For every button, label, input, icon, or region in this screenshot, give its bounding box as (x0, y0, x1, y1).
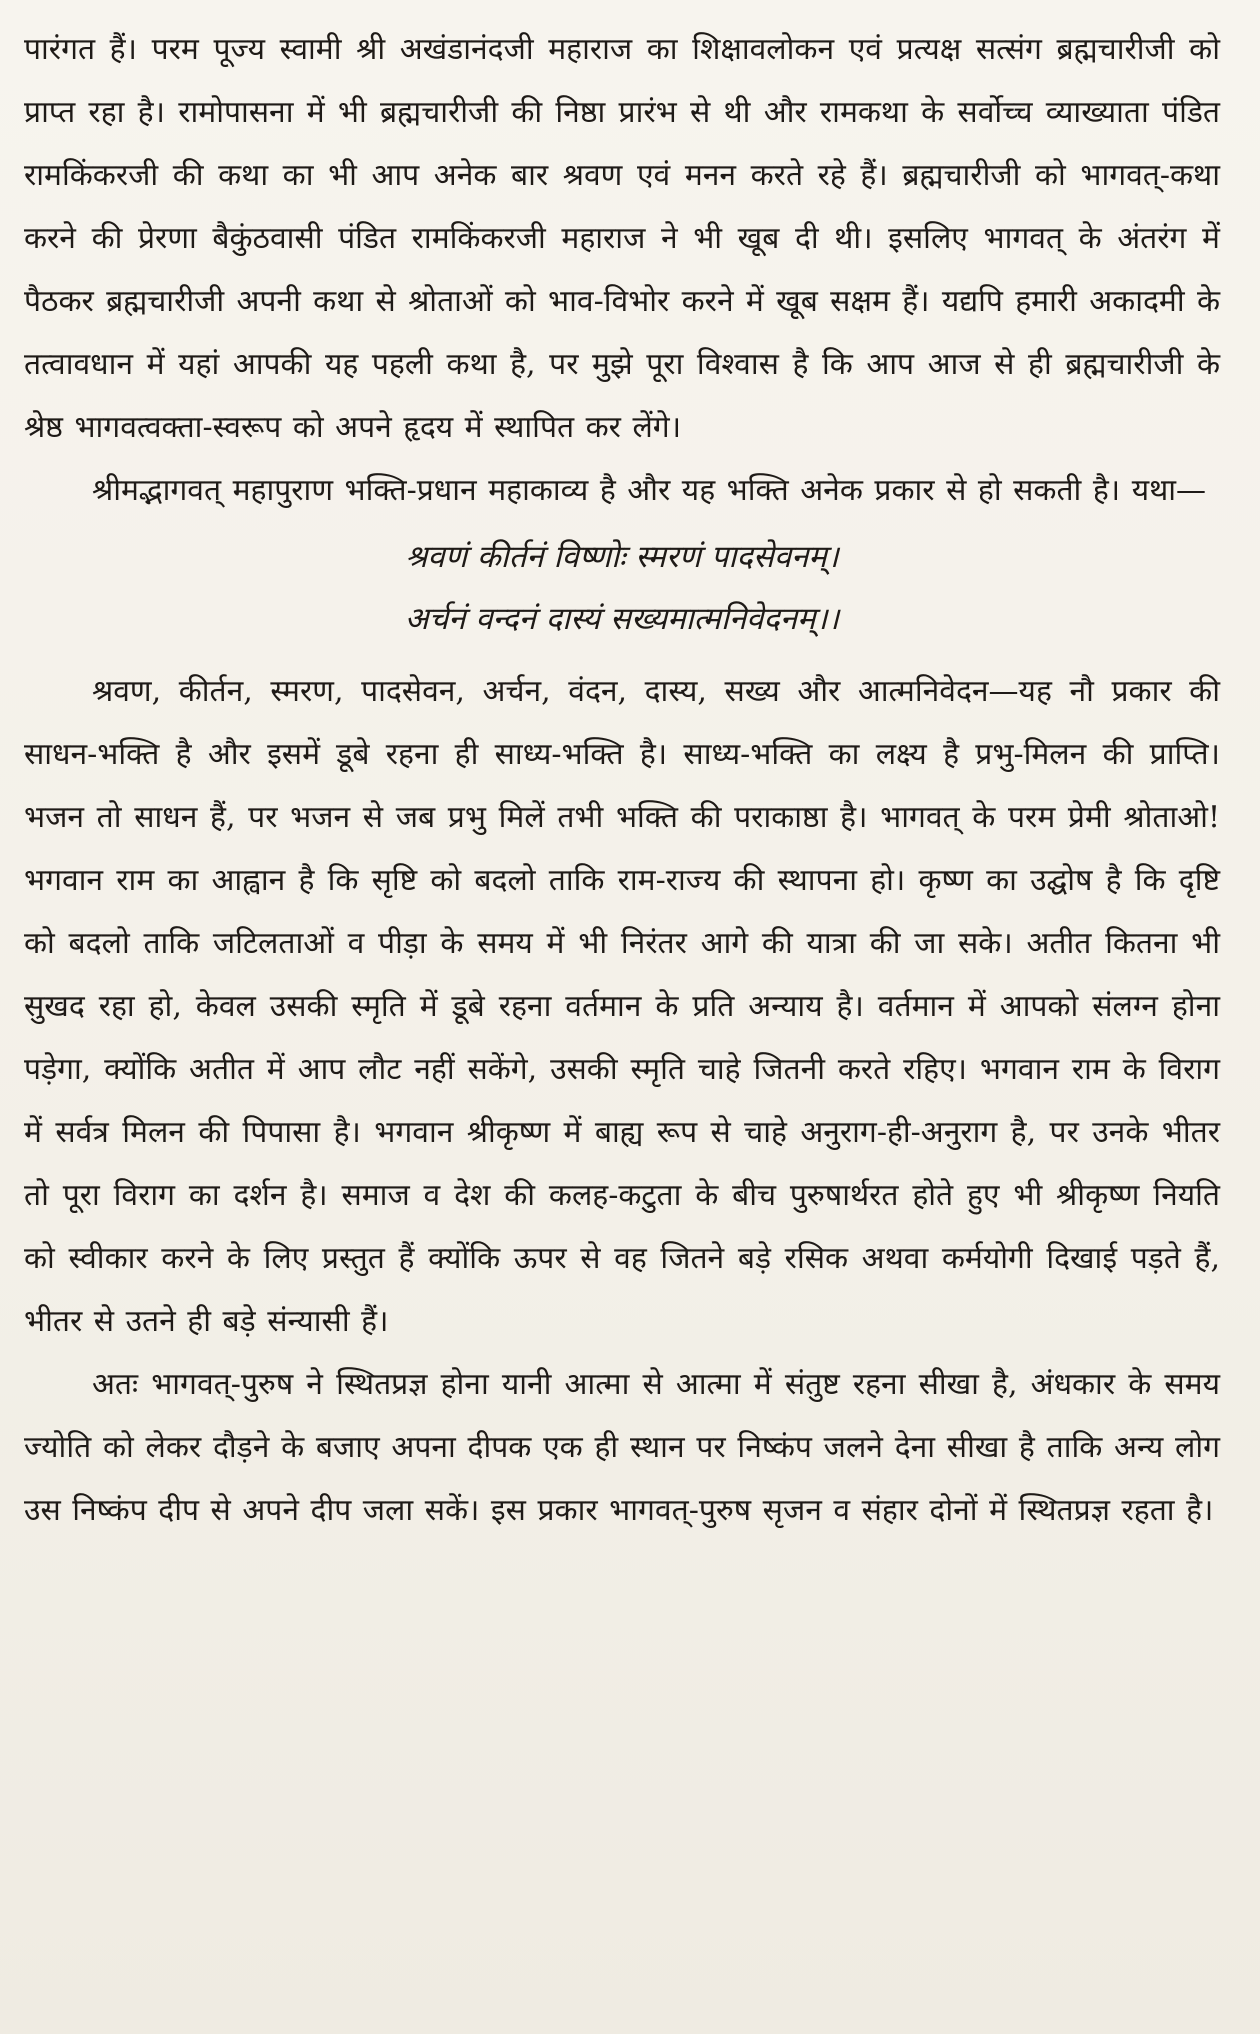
sanskrit-shloka (24, 526, 1220, 650)
paragraph-brahmachari-intro: पारंगत हैं। परम पूज्य स्वामी श्री अखंडानंदजी महाराज का शिक्षावलोकन एवं प्रत्यक्ष सत्संग ब्रह्मचारीजी को प्राप्त रहा है। रामोपासना में भी ब्रह्मचारीजी की निष्ठा प्रारंभ से थी और रामकथा के सर्वोच्च व्याख्याता पंडित रामकिंकरजी की कथा का भी आप अनेक बार श्रवण एवं मनन करते रहे हैं। ब्रह्मचारीजी को भागवत्-कथा करने की प्रेरणा बैकुंठवासी पंडित रामकिंकरजी महाराज ने भी खूब दी थी। इसलिए भागवत् के अंतरंग में पैठकर ब्रह्मचारीजी अपनी कथा से श्रोताओं को भाव-विभोर करने में खूब सक्षम हैं। यद्यपि हमारी अकादमी के तत्वावधान में यहां आपकी यह पहली कथा है, पर मुझे पूरा विश्वास है कि आप आज से ही ब्रह्मचारीजी के श्रेष्ठ भागवत्वक्ता-स्वरूप को अपने हृदय में स्थापित कर लेंगे। (24, 32, 1220, 445)
paragraph-bhakti-types: श्रीमद्भागवत् महापुराण भक्ति-प्रधान महाकाव्य है और यह भक्ति अनेक प्रकार से हो सकती है। यथा— (92, 473, 1207, 508)
paragraph-navadha-bhakti: श्रवण, कीर्तन, स्मरण, पादसेवन, अर्चन, वंदन, दास्य, सख्य और आत्मनिवेदन—यह नौ प्रकार की साधन-भक्ति है और इसमें डूबे रहना ही साध्य-भक्ति है। साध्य-भक्ति का लक्ष्य है प्रभु-मिलन की प्राप्ति। भजन तो साधन हैं, पर भजन से जब प्रभु मिलें तभी भक्ति की पराकाष्ठा है। भागवत् के परम प्रेमी श्रोताओ! भगवान राम का आह्वान है कि सृष्टि को बदलो ताकि राम-राज्य की स्थापना हो। कृष्ण का उद्घोष है कि दृष्टि को बदलो ताकि जटिलताओं व पीड़ा के समय में भी निरंतर आगे की यात्रा की जा सके। अतीत कितना भी सुखद रहा हो, केवल उसकी स्मृति में डूबे रहना वर्तमान के प्रति अन्याय है। वर्तमान में आपको संलग्न होना पड़ेगा, क्योंकि अतीत में आप लौट नहीं सकेंगे, उसकी स्मृति चाहे जितनी करते रहिए। भगवान राम के विराग में सर्वत्र मिलन की पिपासा है। भगवान श्रीकृष्ण में बाह्य रूप से चाहे अनुराग-ही-अनुराग है, पर उनके भीतर तो पूरा विराग का दर्शन है। समाज व देश की कलह-कटुता के बीच पुरुषार्थरत होते हुए भी श्रीकृष्ण नियति को स्वीकार करने के लिए प्रस्तुत हैं क्योंकि ऊपर से वह जितने बड़े रसिक अथवा कर्मयोगी दिखाई पड़ते हैं, भीतर से उतने ही बड़े संन्यासी हैं। (24, 674, 1220, 1339)
shloka-line-2: अर्चनं वन्दनं दास्यं सख्यमात्मनिवेदनम्।। (404, 601, 840, 637)
shloka-line-1: श्रवणं कीर्तनं विष्णोः स्मरणं पादसेवनम्। (405, 539, 839, 575)
paragraph-sthitaprajna: अतः भागवत्-पुरुष ने स्थितप्रज्ञ होना यानी आत्मा से आत्मा में संतुष्ट रहना सीखा है, अंधकार के समय ज्योति को लेकर दौड़ने के बजाए अपना दीपक एक ही स्थान पर निष्कंप जलने देना सीखा है ताकि अन्य लोग उस निष्कंप दीप से अपने दीप जला सकें। इस प्रकार भागवत्-पुरुष सृजन व संहार दोनों में स्थितप्रज्ञ रहता है। (24, 1367, 1220, 1528)
